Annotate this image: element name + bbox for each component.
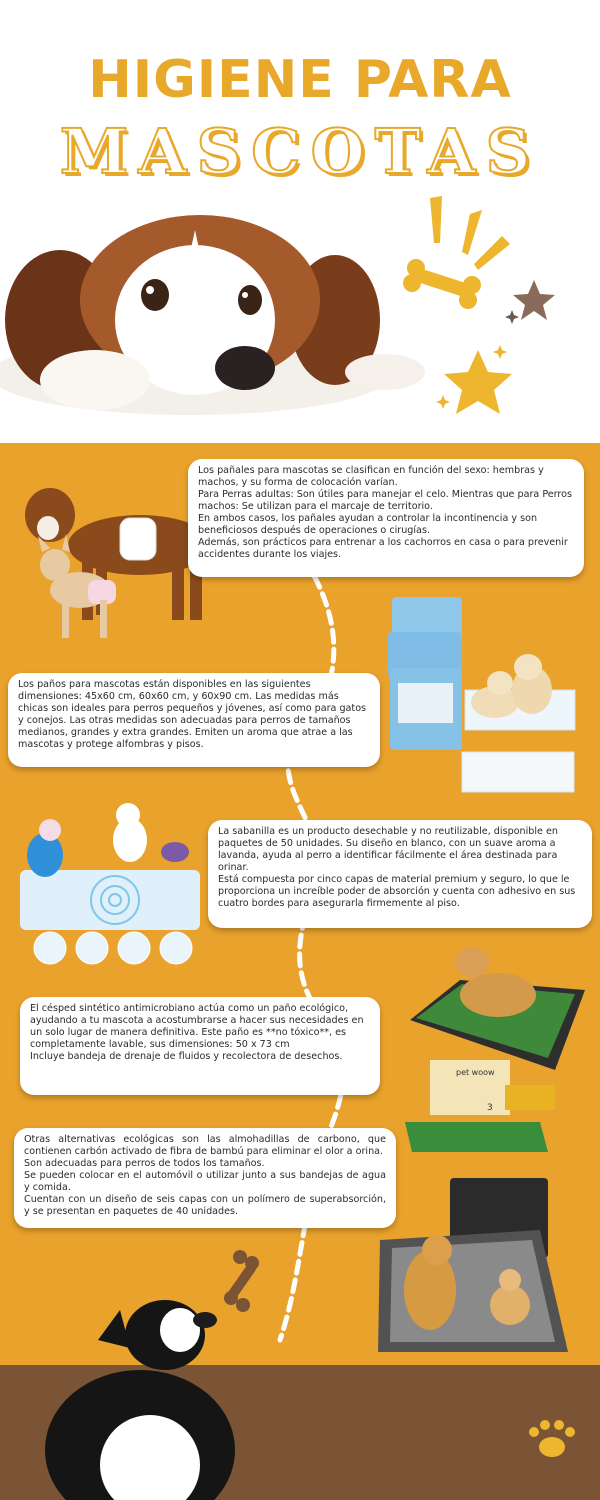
card-paragraph: Otras alternativas ecológicas son las almohadillas de carbono, que contienen carbón activado de fibra de bambú para eliminar el olor a orina. [24, 1134, 386, 1157]
info-card-carbon [14, 1128, 396, 1228]
card-paragraph: Incluye bandeja de drenaje de fluidos y recolectora de desechos. [30, 1051, 343, 1062]
svg-text:3: 3 [487, 1103, 493, 1113]
card-paragraph: Está compuesta por cinco capas de material premium y seguro, lo que le proporciona un increíble poder de absorción y cuenta con adhesivo en sus cuatro bordes para asegurarla firmemente al piso. [218, 874, 576, 909]
card-paragraph: Se pueden colocar en el automóvil o utilizar junto a sus bandejas de agua y comida. [24, 1170, 386, 1193]
border-collie-image [45, 1300, 235, 1500]
pads-packages-image [388, 597, 575, 792]
dogs-with-diapers-image [25, 488, 212, 638]
title-line-1: HIGIENE PARA [88, 50, 512, 110]
card-paragraph: Son adecuadas para perros de todos los tamaños. [24, 1158, 265, 1169]
info-card-pads [8, 673, 380, 767]
grass-pad-image [405, 947, 585, 1152]
info-card-diapers [188, 459, 584, 577]
title-line-2: MASCOTAS [59, 115, 541, 188]
card-paragraph: Los pañales para mascotas se clasifican en función del sexo: hembras y machos, y su forma de colocación varían. [198, 465, 544, 488]
card-paragraph: La sabanilla es un producto desechable y no reutilizable, disponible en paquetes de 50 unidades. Su diseño en blanco, con un suave aroma a lavanda, ayuda al perro a identificar fácilmente el área destinada para orinar. [218, 826, 558, 873]
carbon-pads-image [378, 1178, 568, 1352]
svg-text:pet woow: pet woow [456, 1068, 495, 1077]
bone-icon [224, 1250, 259, 1312]
card-paragraph: El césped sintético antimicrobiano actúa como un paño ecológico, ayudando a tu mascota a acostumbrarse a hacer sus necesidades en un solo lugar de manera definitiva. Este paño es **no tóxico**, es completamente lavable, sus dimensiones: 50 x 73 cm [30, 1003, 364, 1050]
paw-icon [529, 1420, 575, 1457]
info-card-sabanilla [208, 820, 592, 928]
lavender-pad-image [20, 803, 200, 964]
card-paragraph: Además, son prácticos para entrenar a los cachorros en casa o para prevenir accidentes durante los viajes. [198, 537, 568, 560]
card-paragraph: Para Perras adultas: Son útiles para manejar el celo. Mientras que para Perros machos: Se utilizan para el marcaje de territorio. [198, 489, 573, 512]
info-card-grass [20, 997, 380, 1095]
card-paragraph: Cuentan con un diseño de seis capas con un polímero de superabsorción, y se presentan en paquetes de 40 unidades. [24, 1194, 386, 1217]
card-paragraph: En ambos casos, los pañales ayudan a controlar la incontinencia y son beneficiosos después de operaciones o cirugías. [198, 513, 538, 536]
card-paragraph: Los paños para mascotas están disponibles en las siguientes dimensiones: 45x60 cm, 60x60 cm, y 60x90 cm. Las medidas más chicas son ideales para perros pequeños y jóvenes, así como para gatos y conejos. Las otras medidas son adecuadas para perros de tamaños medianos, grandes y extra grandes. Emiten un aroma que atrae a las mascotas y protege alfombras y pisos. [18, 679, 367, 750]
